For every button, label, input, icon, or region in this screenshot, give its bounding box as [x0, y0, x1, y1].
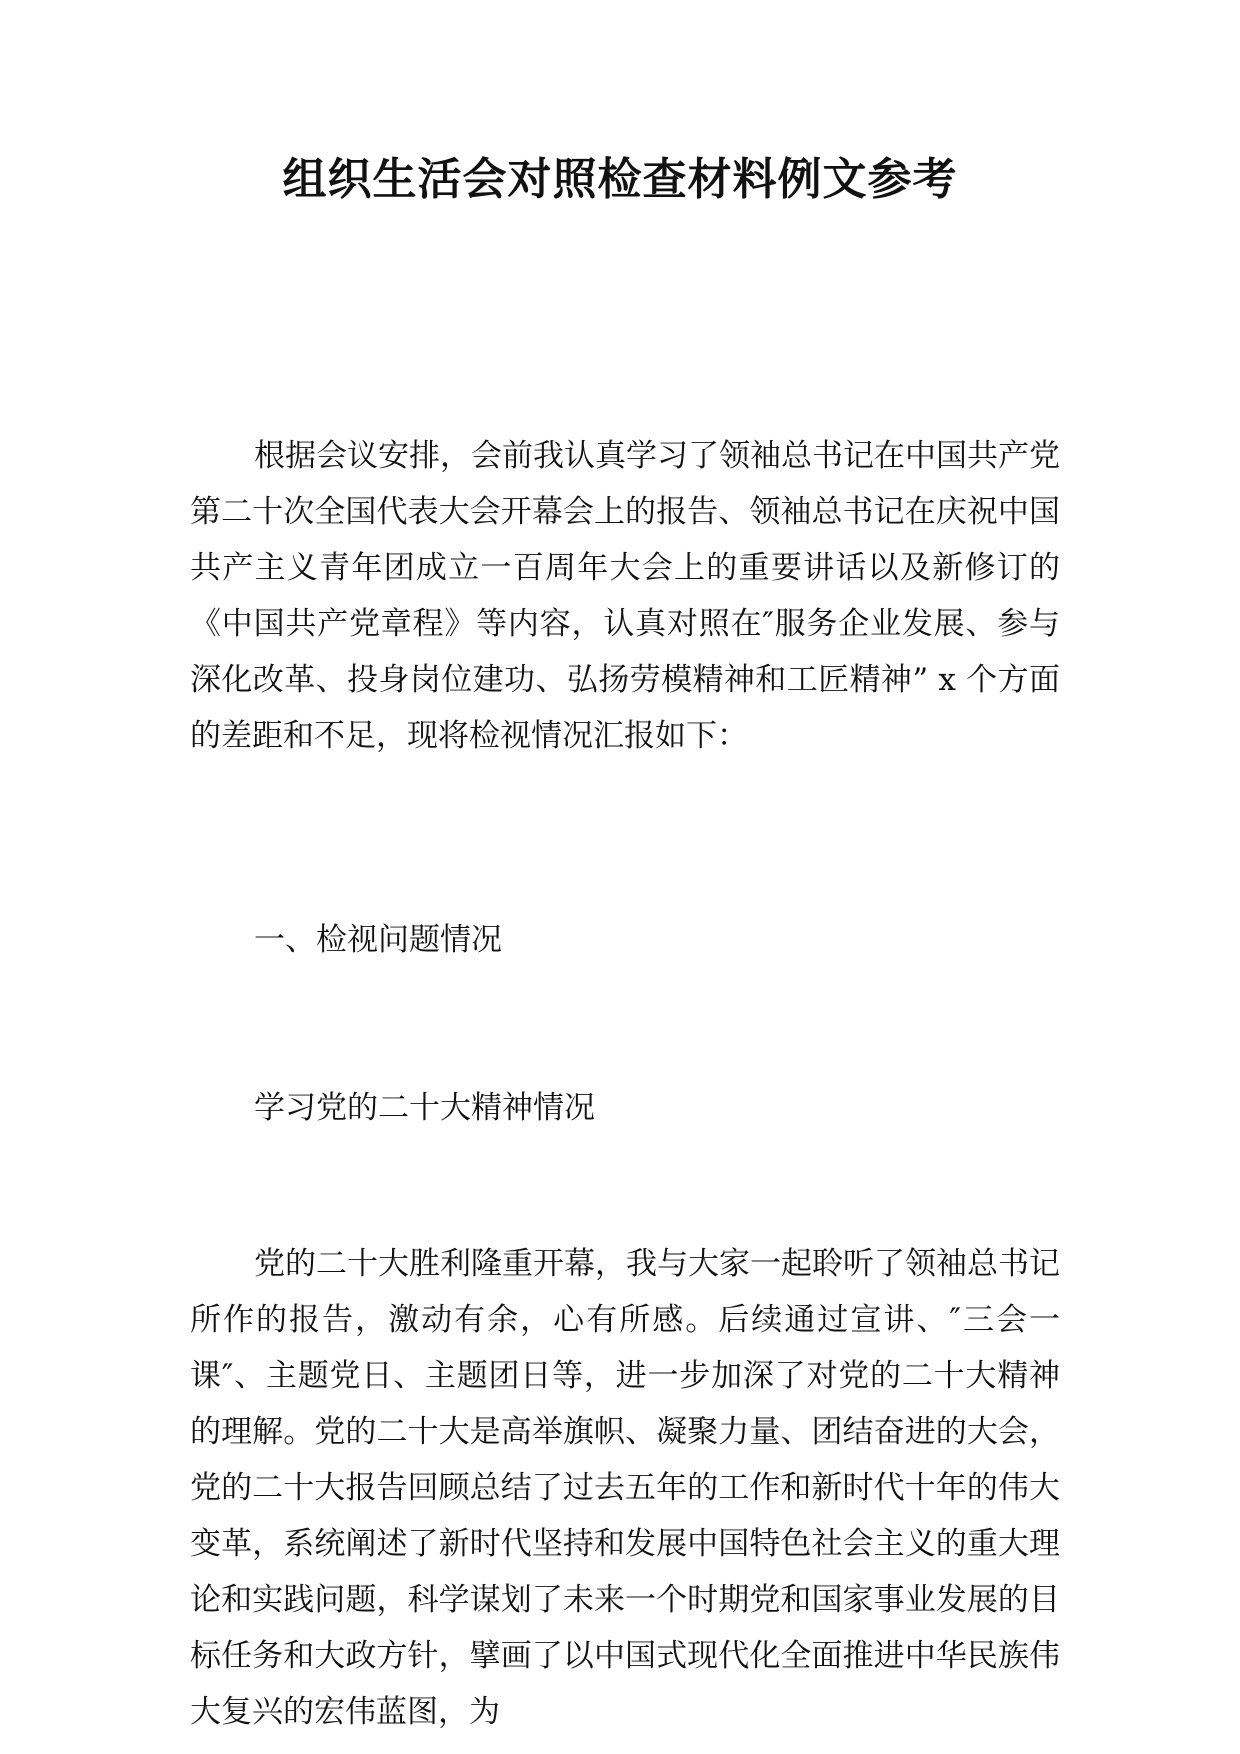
- body-paragraph: 党的二十大胜利隆重开幕，我与大家一起聆听了领袖总书记所作的报告，激动有余，心有所感。后续通过宣讲、″三会一课″、主题党日、主题团日等，进一步加深了对党的二十大精神的理解。党的二十大是高举旗帜、凝聚力量、团结奋进的大会，党的二十大报告回顾总结了过去五年的工作和新时代十年的伟大变革，系统阐述了新时代坚持和发展中国特色社会主义的重大理论和实践问题，科学谋划了未来一个时期党和国家事业发展的目标任务和大政方针，擘画了以中国式现代化全面推进中华民族伟大复兴的宏伟蓝图，为: [190, 1246, 1060, 1730]
- intro-paragraph: 根据会议安排，会前我认真学习了领袖总书记在中国共产党第二十次全国代表大会开幕会上的报告、领袖总书记在庆祝中国共产主义青年团成立一百周年大会上的重要讲话以及新修订的《中国共产党章程》等内容，认真对照在″服务企业发展、参与深化改革、投身岗位建功、弘扬劳模精神和工匠精神” x 个方面的差距和不足，现将检视情况汇报如下：: [190, 438, 1060, 754]
- document-title: 组织生活会对照检查材料例文参考: [282, 154, 958, 205]
- subsection-heading: 学习党的二十大精神情况: [254, 1090, 595, 1126]
- section-heading: 一、检视问题情况: [254, 922, 502, 958]
